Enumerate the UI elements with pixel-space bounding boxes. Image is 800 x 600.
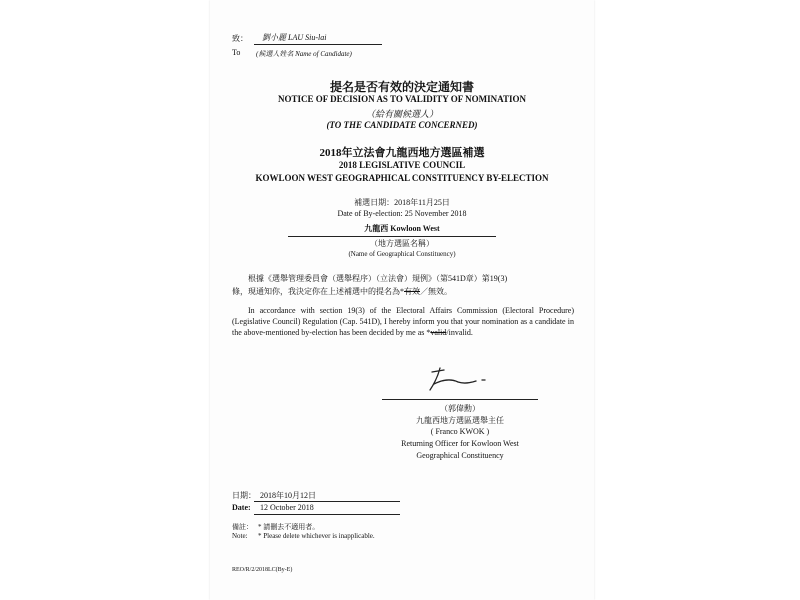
signature-mark bbox=[424, 366, 494, 394]
to-label-en: To bbox=[232, 48, 241, 57]
officer-title-zh: 九龍西地方選區選舉主任 bbox=[416, 416, 504, 425]
title-sub-zh: （給有關候選人） bbox=[365, 109, 438, 119]
election-en2: KOWLOON WEST GEOGRAPHICAL CONSTITUENCY BY-ELECTION bbox=[255, 173, 549, 183]
body-zh-line2: 條，現通知你，我決定你在上述補選中的提名為*有效／無效。 bbox=[232, 287, 452, 296]
date-en-underline bbox=[254, 514, 400, 515]
officer-name-en: ( Franco KWOK ) bbox=[430, 427, 490, 436]
candidate-caption: (候選人姓名 Name of Candidate) bbox=[256, 50, 352, 58]
constituency-name: 九龍西 Kowloon West bbox=[364, 224, 440, 233]
title-en: NOTICE OF DECISION AS TO VALIDITY OF NOMINATION bbox=[278, 94, 526, 104]
body-en: In accordance with section 19(3) of the Electoral Affairs Commission (Electoral Procedure) (Legislative Council) Regulation (Cap. 541D), I hereby inform you that your nomination as a candidate in the above-mentioned by-election has been decided by me as *valid/invalid. bbox=[232, 306, 574, 337]
title-sub-en: (TO THE CANDIDATE CONCERNED) bbox=[326, 120, 478, 130]
note-label-en: Note: bbox=[232, 532, 248, 540]
note-text-zh: * 請刪去不適用者。 bbox=[258, 523, 320, 531]
officer-name-zh: （郭偉勳） bbox=[440, 404, 480, 413]
constituency-underline bbox=[288, 236, 496, 237]
date-label-zh: 日期： bbox=[232, 491, 256, 500]
date-zh-underline bbox=[254, 501, 400, 502]
constituency-caption-en: (Name of Geographical Constituency) bbox=[348, 250, 456, 258]
constituency-caption-zh: （地方選區名稱） bbox=[370, 239, 434, 248]
to-label-zh: 致： bbox=[232, 34, 248, 43]
reference-code: REO/R/2/2018LC(By-E) bbox=[232, 567, 293, 573]
byelection-date-zh: 補選日期：2018年11月25日 bbox=[354, 198, 450, 207]
note-text-en: * Please delete whichever is inapplicable. bbox=[258, 532, 375, 540]
body-zh-strike: 有效 bbox=[404, 287, 420, 296]
candidate-name-underline bbox=[254, 44, 382, 45]
note-label-zh: 備註： bbox=[232, 523, 253, 531]
body-zh-line1: 根據《選舉管理委員會（選舉程序）（立法會）規例》（第541D章）第19(3) bbox=[248, 274, 508, 283]
notice-document bbox=[210, 0, 594, 600]
officer-title-en2: Geographical Constituency bbox=[416, 451, 504, 460]
body-en-strike: valid bbox=[430, 328, 447, 337]
candidate-name: 劉小麗 LAU Siu-lai bbox=[262, 33, 327, 42]
date-value-en: 12 October 2018 bbox=[260, 503, 314, 512]
signature-line bbox=[382, 399, 538, 400]
election-en1: 2018 LEGISLATIVE COUNCIL bbox=[338, 160, 466, 170]
officer-title-en1: Returning Officer for Kowloon West bbox=[401, 439, 519, 448]
date-label-en: Date: bbox=[232, 503, 251, 512]
byelection-date-en: Date of By-election: 25 November 2018 bbox=[337, 209, 467, 218]
election-zh: 2018年立法會九龍西地方選區補選 bbox=[319, 147, 485, 159]
date-value-zh: 2018年10月12日 bbox=[260, 491, 316, 500]
title-zh: 提名是否有效的決定通知書 bbox=[329, 80, 474, 94]
